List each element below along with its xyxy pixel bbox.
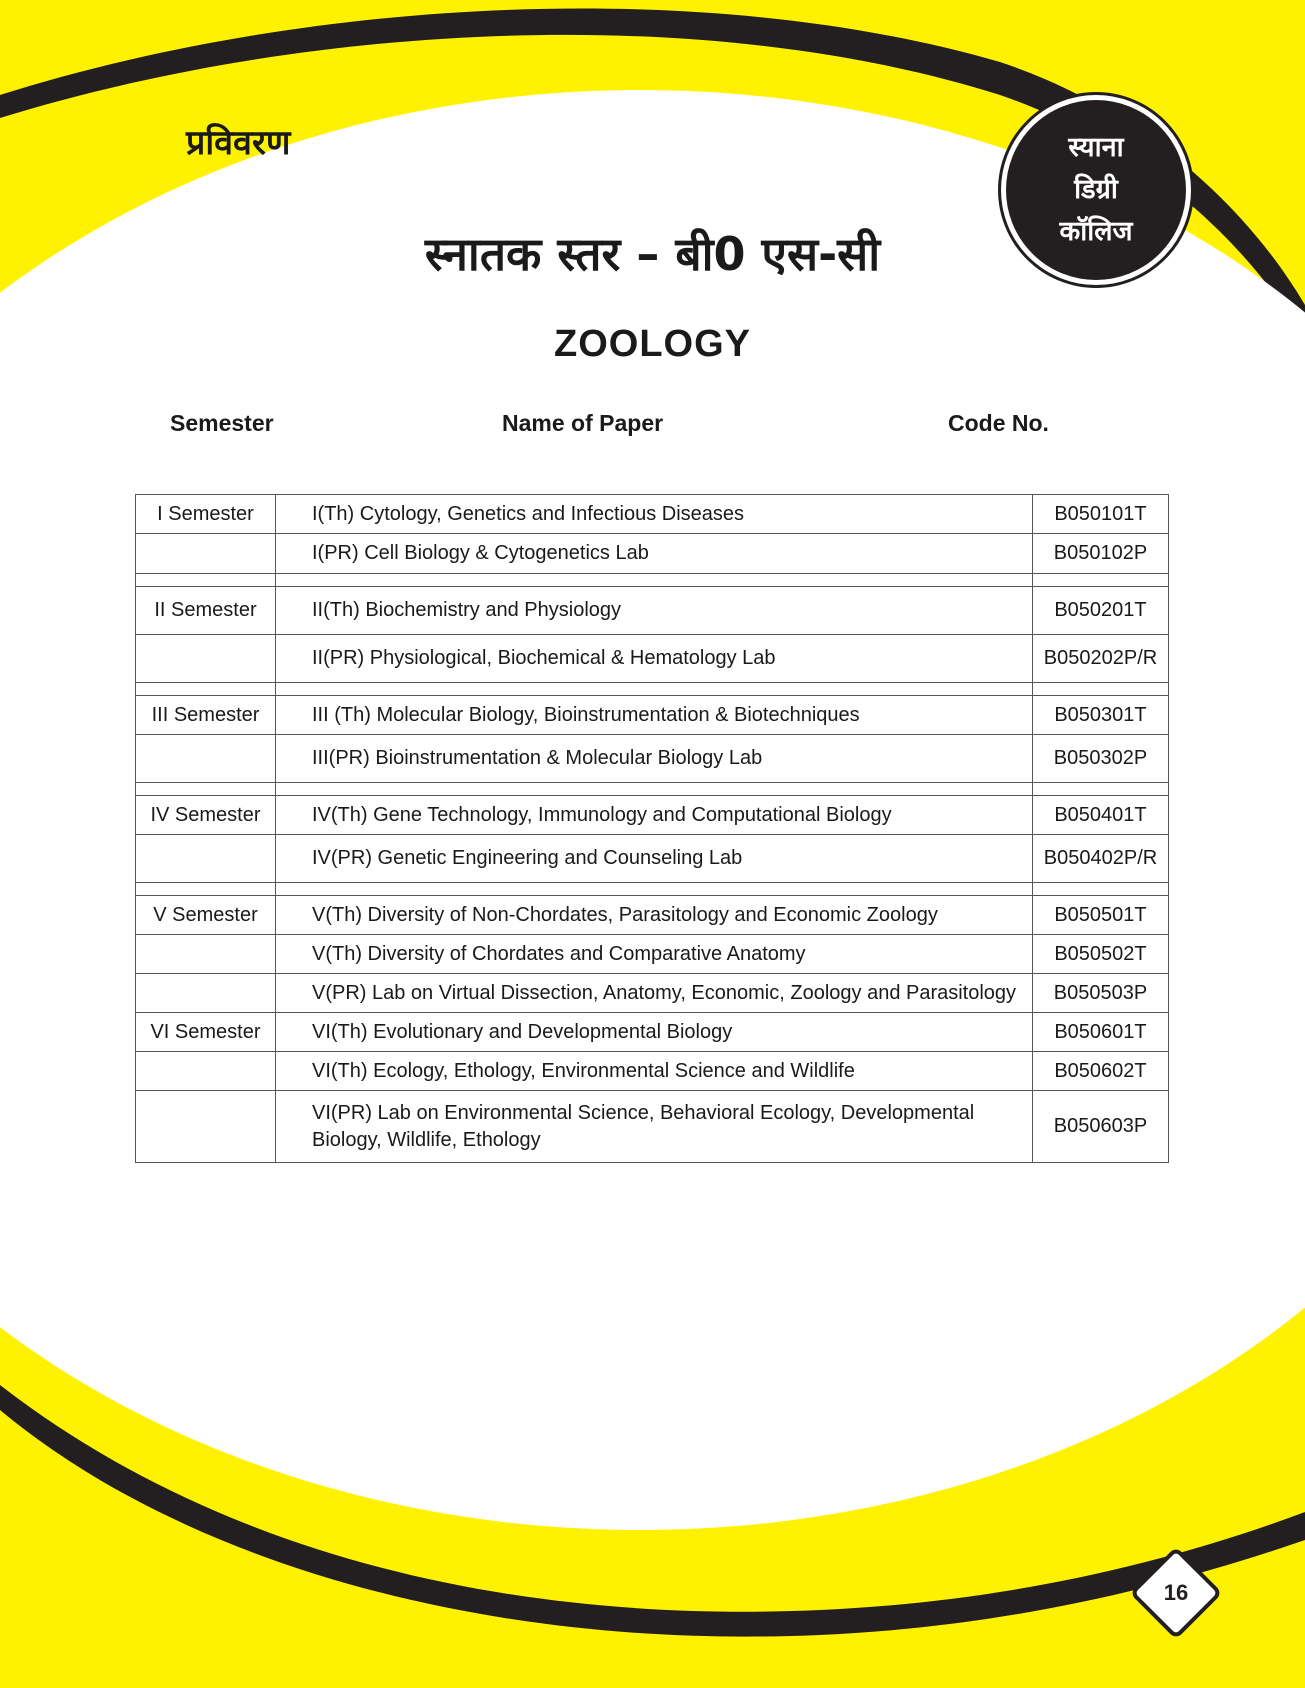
semester-cell: [136, 1091, 276, 1163]
paper-cell: VI(PR) Lab on Environmental Science, Behavioral Ecology, Developmental Biology, Wildlife, Ethology: [276, 1091, 1033, 1163]
paper-cell: I(PR) Cell Biology & Cytogenetics Lab: [276, 534, 1033, 574]
code-cell: B050401T: [1033, 796, 1169, 835]
semester-cell: [136, 974, 276, 1013]
table-row: [136, 974, 1169, 1013]
table-row: [136, 587, 1169, 635]
semester-cell: [136, 935, 276, 974]
code-cell: B050302P: [1033, 735, 1169, 783]
table-row: [136, 1091, 1169, 1163]
page-number: 16: [1163, 1580, 1189, 1605]
table-row: [136, 1013, 1169, 1052]
table-row: [136, 696, 1169, 735]
paper-cell: I(Th) Cytology, Genetics and Infectious Diseases: [276, 495, 1033, 534]
semester-cell: IV Semester: [136, 796, 276, 835]
table-row: [136, 534, 1169, 574]
paper-cell: VI(Th) Evolutionary and Developmental Biology: [276, 1013, 1033, 1052]
semester-cell: [136, 534, 276, 574]
code-cell: B050201T: [1033, 587, 1169, 635]
paper-cell: II(PR) Physiological, Biochemical & Hematology Lab: [276, 635, 1033, 683]
table-row: [136, 835, 1169, 883]
semester-cell: VI Semester: [136, 1013, 276, 1052]
code-cell: B050602T: [1033, 1052, 1169, 1091]
paper-cell: V(PR) Lab on Virtual Dissection, Anatomy, Economic, Zoology and Parasitology: [276, 974, 1033, 1013]
semester-cell: V Semester: [136, 896, 276, 935]
column-header-semester: Semester: [170, 410, 274, 436]
code-cell: B050601T: [1033, 1013, 1169, 1052]
table-row: [136, 735, 1169, 783]
semester-cell: [136, 1052, 276, 1091]
paper-cell: III(PR) Bioinstrumentation & Molecular Biology Lab: [276, 735, 1033, 783]
code-cell: B050501T: [1033, 896, 1169, 935]
paper-cell: V(Th) Diversity of Non-Chordates, Parasitology and Economic Zoology: [276, 896, 1033, 935]
column-header-code: Code No.: [948, 410, 1049, 436]
paper-cell: II(Th) Biochemistry and Physiology: [276, 587, 1033, 635]
paper-cell: IV(PR) Genetic Engineering and Counseling Lab: [276, 835, 1033, 883]
code-cell: B050301T: [1033, 696, 1169, 735]
paper-cell: V(Th) Diversity of Chordates and Comparative Anatomy: [276, 935, 1033, 974]
semester-cell: II Semester: [136, 587, 276, 635]
syllabus-table: [135, 494, 1169, 1163]
table-row: [136, 896, 1169, 935]
table-row: [136, 796, 1169, 835]
spacer-row: [136, 574, 1169, 587]
spacer-row: [136, 783, 1169, 796]
code-cell: B050503P: [1033, 974, 1169, 1013]
code-cell: B050502T: [1033, 935, 1169, 974]
code-cell: B050102P: [1033, 534, 1169, 574]
badge-line-2: डिग्री: [1074, 174, 1118, 205]
semester-cell: [136, 635, 276, 683]
semester-cell: I Semester: [136, 495, 276, 534]
table-row: [136, 495, 1169, 534]
paper-cell: III (Th) Molecular Biology, Bioinstrumentation & Biotechniques: [276, 696, 1033, 735]
code-cell: B050603P: [1033, 1091, 1169, 1163]
semester-cell: [136, 735, 276, 783]
paper-cell: IV(Th) Gene Technology, Immunology and Computational Biology: [276, 796, 1033, 835]
table-row: [136, 635, 1169, 683]
badge-line-1: स्याना: [1068, 132, 1124, 163]
table-row: [136, 935, 1169, 974]
course-title: स्नातक स्तर – बी0 एस-सी: [424, 227, 881, 281]
column-header-paper: Name of Paper: [502, 410, 664, 436]
code-cell: B050402P/R: [1033, 835, 1169, 883]
spacer-row: [136, 683, 1169, 696]
subject-title: ZOOLOGY: [554, 323, 751, 365]
code-cell: B050202P/R: [1033, 635, 1169, 683]
paper-cell: VI(Th) Ecology, Ethology, Environmental Science and Wildlife: [276, 1052, 1033, 1091]
spacer-row: [136, 883, 1169, 896]
semester-cell: [136, 835, 276, 883]
badge-line-3: कॉलिज: [1059, 216, 1133, 247]
section-label: प्रविवरण: [186, 123, 291, 163]
code-cell: B050101T: [1033, 495, 1169, 534]
table-row: [136, 1052, 1169, 1091]
semester-cell: III Semester: [136, 696, 276, 735]
